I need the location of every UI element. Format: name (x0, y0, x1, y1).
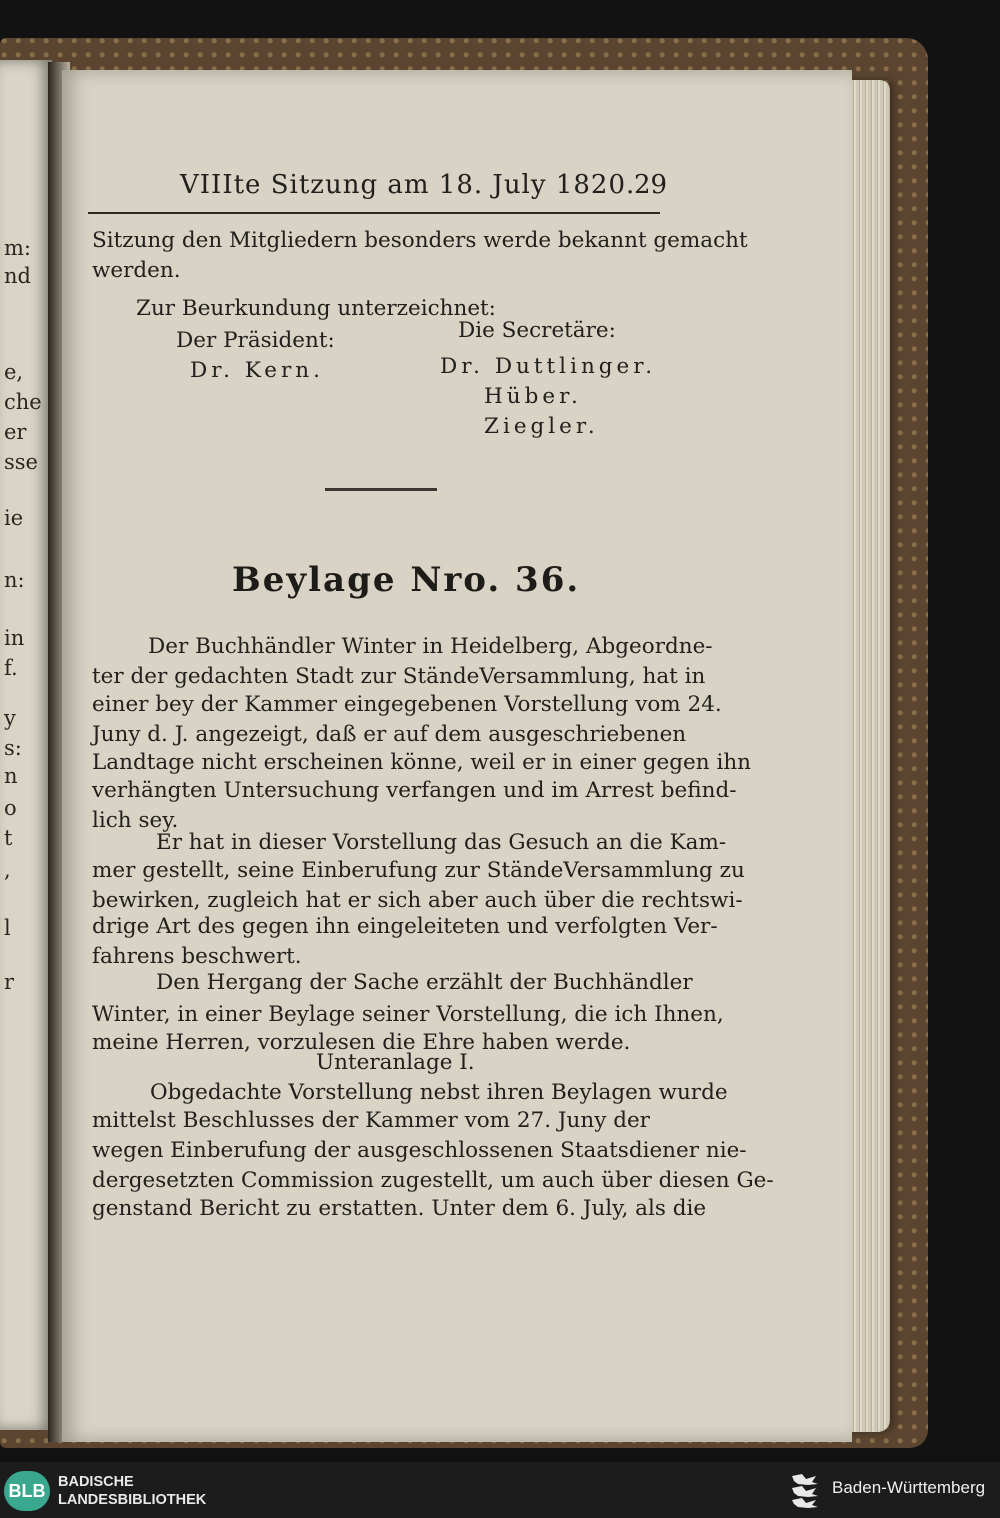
body-line: verhängten Untersuchung verfangen und im Arrest befind- (92, 778, 737, 803)
left-page-fragment: f. (4, 656, 18, 680)
left-page-fragment: n (4, 764, 18, 788)
body-line: einer bey der Kammer eingegebenen Vorstellung vom 24. (92, 692, 722, 717)
left-page-fragment: in (4, 626, 25, 650)
body-line: mer gestellt, seine Einberufung zur StändeVersammlung zu (92, 858, 745, 883)
left-page-fragment: er (4, 420, 27, 444)
left-page-fragment: s: (4, 736, 22, 760)
body-line: lich sey. (92, 808, 179, 833)
subheading: Unteranlage I. (316, 1050, 475, 1075)
library-name-line-2: LANDESBIBLIOTHEK (58, 1492, 207, 1508)
footer-bar (0, 1462, 1000, 1518)
left-page-fragment: m: (4, 236, 31, 260)
library-name[interactable] (58, 1473, 206, 1509)
body-line: Juny d. J. angezeigt, daß er auf dem ausgeschriebenen (92, 722, 687, 747)
body-line: Winter, in einer Beylage seiner Vorstellung, die ich Ihnen, (92, 1002, 724, 1027)
left-page-fragment: che (4, 390, 42, 414)
certification-line: Zur Beurkundung unterzeichnet: (136, 296, 496, 321)
intro-line: Sitzung den Mitgliedern besonders werde bekannt gemacht (92, 228, 748, 253)
left-page-fragment: nd (4, 264, 31, 288)
intro-line: werden. (92, 258, 181, 283)
body-line: dergesetzten Commission zugestellt, um auch über diesen Ge- (92, 1168, 774, 1193)
state-name[interactable]: Baden-Württemberg (832, 1478, 986, 1497)
left-page-fragment: e, (4, 360, 24, 384)
left-page-fragment: r (4, 970, 15, 994)
body-line: Obgedachte Vorstellung nebst ihren Beylagen wurde (150, 1080, 728, 1105)
left-page-fragment: y (4, 706, 16, 730)
president-name: Dr. Kern. (190, 358, 324, 383)
left-page-fragment: ie (4, 506, 24, 530)
blb-logo[interactable]: BLB (4, 1471, 50, 1511)
body-line: ter der gedachten Stadt zur StändeVersammlung, hat in (92, 664, 706, 689)
coat-of-arms-icon (788, 1472, 822, 1508)
body-line: meine Herren, vorzulesen die Ehre haben werde. (92, 1030, 631, 1055)
left-page (0, 60, 52, 1430)
left-page-fragment: t (4, 826, 13, 850)
body-line: bewirken, zugleich hat er sich aber auch über die rechtswi- (92, 888, 743, 913)
body-line: genstand Bericht zu erstatten. Unter dem 6. July, als die (92, 1196, 707, 1221)
body-line: Den Hergang der Sache erzählt der Buchhändler (156, 970, 693, 995)
body-line: drige Art des gegen ihn eingeleiteten und verfolgten Ver- (92, 914, 718, 939)
body-line: fahrens beschwert. (92, 944, 302, 969)
left-page-fragment: n: (4, 568, 25, 592)
secretary-name: Dr. Duttlinger. (440, 354, 657, 379)
section-heading: Beylage Nro. 36. (232, 560, 581, 600)
left-page-fragment: l (4, 916, 11, 940)
left-page-fragment: sse (4, 450, 38, 474)
body-line: mittelst Beschlusses der Kammer vom 27. Juny der (92, 1108, 650, 1133)
left-page-fragment: o (4, 796, 17, 820)
president-title: Der Präsident: (176, 328, 335, 353)
body-line: wegen Einberufung der ausgeschlossenen Staatsdiener nie- (92, 1138, 747, 1163)
body-line: Der Buchhändler Winter in Heidelberg, Abgeordne- (148, 634, 713, 659)
running-head: VIIIte Sitzung am 18. July 1820. (180, 170, 636, 200)
left-page-fragment: , (4, 858, 11, 882)
secretaries-title: Die Secretäre: (458, 318, 616, 343)
header-rule (88, 212, 660, 214)
secretary-name: Ziegler. (484, 414, 599, 439)
library-name-line-1: BADISCHE (58, 1474, 134, 1490)
secretary-name: Hüber. (484, 384, 582, 409)
body-line: Er hat in dieser Vorstellung das Gesuch an die Kam- (156, 830, 727, 855)
section-divider (325, 488, 437, 491)
page-number: 29 (634, 170, 668, 200)
body-line: Landtage nicht erscheinen könne, weil er in einer gegen ihn (92, 750, 752, 775)
